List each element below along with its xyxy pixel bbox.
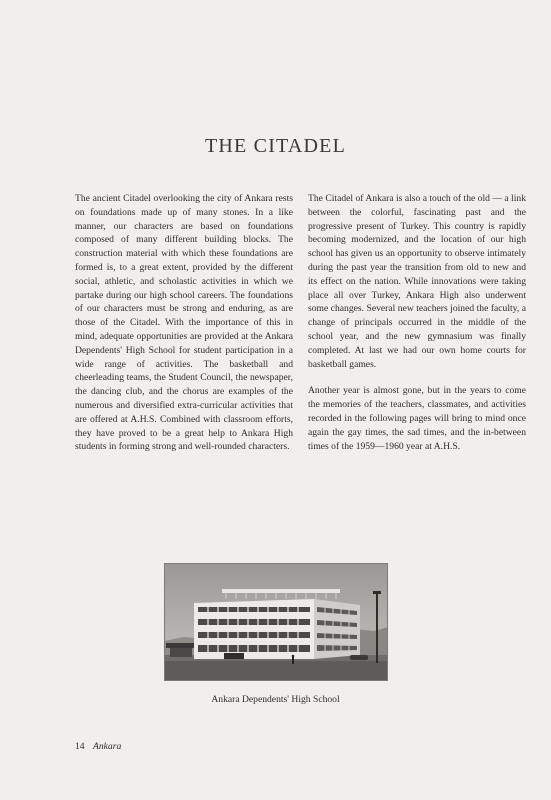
- photo-caption: Ankara Dependents' High School: [211, 694, 340, 705]
- page-number: 14: [75, 741, 85, 752]
- publication-name: Ankara: [93, 741, 122, 752]
- right-paragraph-1: The Citadel of Ankara is also a touch of the old — a link between the colorful, fascinating past and the progressive present of Turkey. This country is rapidly becoming modernized, and the location of our high school has given us an opportunity to observe intimately during the past year the transition from old to new and its effect on the nation. While innovations were taking place all over Turkey, Ankara High also underwent some changes. Several new teachers joined the faculty, a change of principals occurred in the middle of the school year, and the new gymnasium was finally completed. At last we had our own home courts for basketball games.: [308, 193, 526, 370]
- page-title: THE CITADEL: [204, 135, 346, 158]
- page-footer: [75, 741, 121, 752]
- right-column: [308, 192, 526, 453]
- left-paragraph: The ancient Citadel overlooking the city of Ankara rests on foundations made up of many stones. In a like manner, our characters are based on foundations composed of many different building blocks. The construction material with which these foundations are formed is, to a great extent, provided by the different social, athletic, and scholastic activities in which we partake during our high school careers. The foundations of our characters must be strong and enduring, as are those of the Citadel. With the importance of this in mind, adequate opportunities are provided at the Ankara Dependents' High School for student participation in a wide range of activities. The basketball and cheerleading teams, the Student Council, the newspaper, the dancing club, and the chorus are examples of the numerous and diversified extra-curricular activities that are offered at A.H.S. Combined with classroom efforts, they have proved to be a great help to Ankara High students in forming strong and well-rounded characters.: [75, 193, 293, 453]
- right-paragraph-2: Another year is almost gone, but in the years to come the memories of the teachers, classmates, and activities recorded in the following pages will bring to mind once again the gay times, the sad times, and the in-between times of the 1959—1960 year at A.H.S.: [308, 385, 526, 452]
- left-column: [75, 192, 293, 454]
- school-building-photo: [164, 563, 388, 681]
